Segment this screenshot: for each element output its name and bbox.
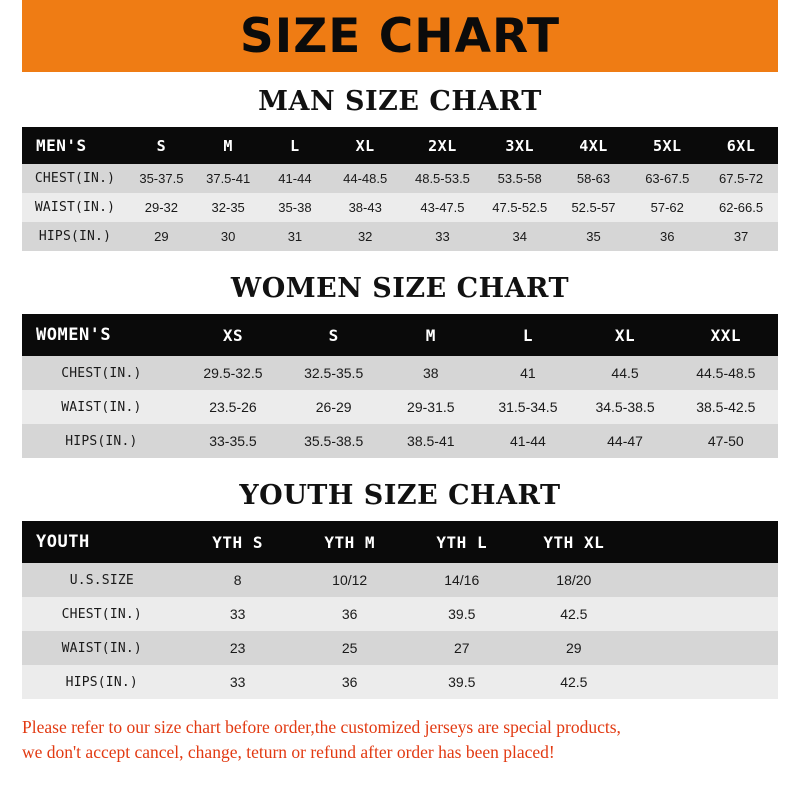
- man-cell-2-8: 37: [704, 222, 778, 251]
- youth-header-cell-5: [630, 521, 778, 563]
- header-left-margin: [0, 0, 22, 72]
- women-row-1-label: WAIST(IN.): [22, 390, 181, 424]
- man-header-cell-0: MEN'S: [22, 127, 128, 164]
- youth-cell-1-3: 42.5: [518, 597, 630, 631]
- man-cell-2-6: 35: [557, 222, 631, 251]
- man-cell-2-5: 34: [483, 222, 557, 251]
- table-header-row: [22, 521, 778, 563]
- women-cell-0-0: 29.5-32.5: [181, 356, 285, 390]
- women-cell-1-5: 38.5-42.5: [674, 390, 778, 424]
- man-cell-0-4: 48.5-53.5: [402, 164, 483, 193]
- table-row: [22, 631, 778, 665]
- footer-line-2: we don't accept cancel, change, teturn or refund after order has been placed!: [22, 742, 555, 763]
- youth-row-1-label: CHEST(IN.): [22, 597, 182, 631]
- women-cell-0-1: 32.5-35.5: [285, 356, 382, 390]
- women-size-table: [22, 314, 778, 458]
- man-cell-1-7: 57-62: [630, 193, 704, 222]
- women-cell-1-3: 31.5-34.5: [479, 390, 576, 424]
- table-row: [22, 563, 778, 597]
- page-title: SIZE CHART: [239, 8, 561, 64]
- man-cell-1-6: 52.5-57: [557, 193, 631, 222]
- youth-cell-1-2: 39.5: [406, 597, 518, 631]
- table-row: [22, 424, 778, 458]
- man-header-cell-6: 3XL: [483, 127, 557, 164]
- table-row: [22, 665, 778, 699]
- man-cell-2-4: 33: [402, 222, 483, 251]
- women-table-head: [22, 314, 778, 356]
- youth-cell-0-2: 14/16: [406, 563, 518, 597]
- women-table-body: [22, 356, 778, 458]
- man-row-2-label: HIPS(IN.): [22, 222, 128, 251]
- youth-cell-3-2: 39.5: [406, 665, 518, 699]
- women-row-0-label: CHEST(IN.): [22, 356, 181, 390]
- man-section-title: MAN SIZE CHART: [258, 86, 542, 117]
- man-size-table: [22, 127, 778, 251]
- women-header-cell-6: XXL: [674, 314, 778, 356]
- women-row-2-label: HIPS(IN.): [22, 424, 181, 458]
- women-header-cell-2: S: [285, 314, 382, 356]
- youth-cell-2-0: 23: [182, 631, 294, 665]
- header-band: [0, 0, 800, 72]
- man-header-cell-5: 2XL: [402, 127, 483, 164]
- table-header-row: [22, 127, 778, 164]
- man-cell-0-3: 44-48.5: [328, 164, 402, 193]
- women-cell-2-4: 44-47: [576, 424, 673, 458]
- man-cell-0-5: 53.5-58: [483, 164, 557, 193]
- women-cell-0-2: 38: [382, 356, 479, 390]
- man-header-cell-7: 4XL: [557, 127, 631, 164]
- women-header-cell-3: M: [382, 314, 479, 356]
- table-row: [22, 222, 778, 251]
- youth-size-table: [22, 521, 778, 699]
- man-cell-0-2: 41-44: [262, 164, 329, 193]
- youth-cell-2-3: 29: [518, 631, 630, 665]
- man-cell-1-5: 47.5-52.5: [483, 193, 557, 222]
- women-cell-1-2: 29-31.5: [382, 390, 479, 424]
- youth-cell-0-0: 8: [182, 563, 294, 597]
- youth-cell-0-3: 18/20: [518, 563, 630, 597]
- man-cell-0-7: 63-67.5: [630, 164, 704, 193]
- youth-cell-2-2: 27: [406, 631, 518, 665]
- women-cell-2-0: 33-35.5: [181, 424, 285, 458]
- man-cell-2-0: 29: [128, 222, 195, 251]
- man-table-body: [22, 164, 778, 251]
- footer-disclaimer: [22, 715, 778, 766]
- youth-cell-3-3: 42.5: [518, 665, 630, 699]
- man-cell-1-4: 43-47.5: [402, 193, 483, 222]
- man-header-cell-3: L: [262, 127, 329, 164]
- women-cell-2-1: 35.5-38.5: [285, 424, 382, 458]
- man-cell-2-2: 31: [262, 222, 329, 251]
- youth-cell-1-0: 33: [182, 597, 294, 631]
- youth-cell-0-4: [630, 563, 778, 597]
- youth-header-cell-1: YTH S: [182, 521, 294, 563]
- man-cell-2-1: 30: [195, 222, 262, 251]
- youth-cell-0-1: 10/12: [294, 563, 406, 597]
- women-cell-0-5: 44.5-48.5: [674, 356, 778, 390]
- women-cell-1-1: 26-29: [285, 390, 382, 424]
- women-cell-1-4: 34.5-38.5: [576, 390, 673, 424]
- man-row-1-label: WAIST(IN.): [22, 193, 128, 222]
- man-cell-1-8: 62-66.5: [704, 193, 778, 222]
- table-header-row: [22, 314, 778, 356]
- youth-header-cell-0: YOUTH: [22, 521, 182, 563]
- youth-header-cell-3: YTH L: [406, 521, 518, 563]
- youth-cell-1-4: [630, 597, 778, 631]
- man-cell-2-7: 36: [630, 222, 704, 251]
- youth-cell-3-0: 33: [182, 665, 294, 699]
- youth-cell-2-1: 25: [294, 631, 406, 665]
- man-header-cell-2: M: [195, 127, 262, 164]
- man-cell-1-1: 32-35: [195, 193, 262, 222]
- youth-cell-3-4: [630, 665, 778, 699]
- man-cell-0-8: 67.5-72: [704, 164, 778, 193]
- women-header-cell-4: L: [479, 314, 576, 356]
- youth-row-3-label: HIPS(IN.): [22, 665, 182, 699]
- youth-header-cell-4: YTH XL: [518, 521, 630, 563]
- man-cell-1-3: 38-43: [328, 193, 402, 222]
- man-header-cell-1: S: [128, 127, 195, 164]
- man-row-0-label: CHEST(IN.): [22, 164, 128, 193]
- table-row: [22, 597, 778, 631]
- youth-cell-1-1: 36: [294, 597, 406, 631]
- table-row: [22, 164, 778, 193]
- table-row: [22, 356, 778, 390]
- women-cell-2-2: 38.5-41: [382, 424, 479, 458]
- women-cell-2-3: 41-44: [479, 424, 576, 458]
- man-header-cell-9: 6XL: [704, 127, 778, 164]
- man-cell-0-1: 37.5-41: [195, 164, 262, 193]
- women-header-cell-0: WOMEN'S: [22, 314, 181, 356]
- women-header-cell-5: XL: [576, 314, 673, 356]
- man-header-cell-8: 5XL: [630, 127, 704, 164]
- man-cell-1-2: 35-38: [262, 193, 329, 222]
- youth-header-cell-2: YTH M: [294, 521, 406, 563]
- table-row: [22, 390, 778, 424]
- chart-content: [0, 86, 800, 699]
- women-cell-2-5: 47-50: [674, 424, 778, 458]
- youth-cell-3-1: 36: [294, 665, 406, 699]
- youth-section-title: YOUTH SIZE CHART: [239, 480, 561, 511]
- man-cell-2-3: 32: [328, 222, 402, 251]
- women-cell-0-4: 44.5: [576, 356, 673, 390]
- man-cell-0-6: 58-63: [557, 164, 631, 193]
- youth-row-0-label: U.S.SIZE: [22, 563, 182, 597]
- man-table-head: [22, 127, 778, 164]
- table-row: [22, 193, 778, 222]
- youth-table-body: [22, 563, 778, 699]
- youth-row-2-label: WAIST(IN.): [22, 631, 182, 665]
- man-header-cell-4: XL: [328, 127, 402, 164]
- footer-line-1: Please refer to our size chart before order,the customized jerseys are special products,: [22, 717, 621, 737]
- man-cell-0-0: 35-37.5: [128, 164, 195, 193]
- youth-cell-2-4: [630, 631, 778, 665]
- women-section-title: WOMEN SIZE CHART: [230, 273, 570, 304]
- women-cell-1-0: 23.5-26: [181, 390, 285, 424]
- youth-table-head: [22, 521, 778, 563]
- women-header-cell-1: XS: [181, 314, 285, 356]
- man-cell-1-0: 29-32: [128, 193, 195, 222]
- women-cell-0-3: 41: [479, 356, 576, 390]
- header-right-margin: [778, 0, 800, 72]
